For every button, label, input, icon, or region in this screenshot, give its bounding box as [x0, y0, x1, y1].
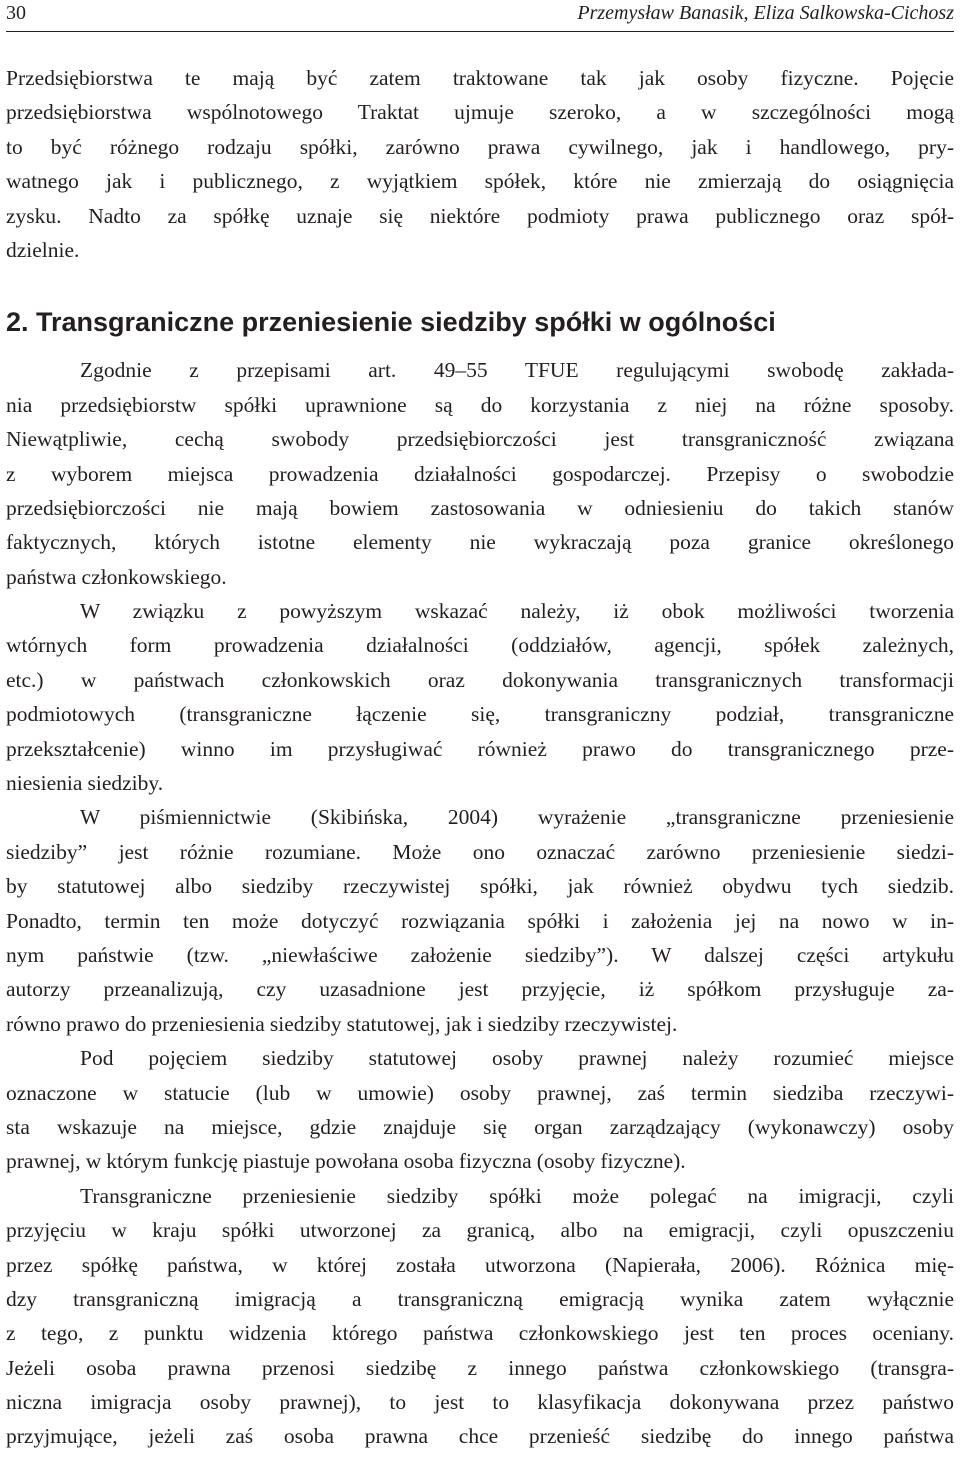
text-line: przez spółkę państwa, w której została utworzona (Napierała, 2006). Różnica mię-	[6, 1252, 954, 1277]
text-line: nym państwie (tzw. „niewłaściwe założenie siedziby”). W dalszej części artykułu	[6, 942, 954, 967]
text-line: przyjmujące, jeżeli zaś osoba prawna chce przenieść siedzibę do innego państwa	[6, 1424, 954, 1449]
paragraph-1	[6, 353, 954, 594]
article-body	[6, 61, 954, 1454]
text-line: z tego, z punktu widzenia którego państwa członkowskiego jest ten proces oceniany.	[6, 1321, 954, 1346]
running-header-authors: Przemysław Banasik, Eliza Salkowska-Cichosz	[577, 2, 954, 24]
text-line: Zgodnie z przepisami art. 49–55 TFUE regulującymi swobodę zakłada-	[80, 358, 954, 383]
text-line: przedsiębiorstwa wspólnotowego Traktat ujmuje szeroko, a w szczególności mogą	[6, 100, 954, 125]
text-line: Ponadto, termin ten może dotyczyć rozwiązania spółki i założenia jej na nowo w in-	[6, 908, 954, 933]
text-line: W związku z powyższym wskazać należy, iż obok możliwości tworzenia	[80, 599, 954, 624]
text-line: watnego jak i publicznego, z wyjątkiem spółek, które nie zmierzają do osiągnięcia	[6, 169, 954, 194]
text-line: etc.) w państwach członkowskich oraz dokonywania transgranicznych transformacji	[6, 667, 954, 692]
text-line: przedsiębiorczości nie mają bowiem zastosowania w odniesieniu do takich stanów	[6, 495, 954, 520]
text-line: Przedsiębiorstwa te mają być zatem traktowane tak jak osoby fizyczne. Pojęcie	[6, 66, 954, 90]
text-line: podmiotowych (transgraniczne łączenie się, transgraniczny podział, transgraniczne	[6, 702, 954, 727]
text-line: wtórnych form prowadzenia działalności (oddziałów, agencji, spółek zależnych,	[6, 633, 954, 658]
running-header	[6, 0, 954, 27]
text-line: państwa członkowskiego.	[6, 564, 227, 589]
text-line: nia przedsiębiorstw spółki uprawnione są do korzystania z niej na różne sposoby.	[6, 392, 954, 417]
text-line: W piśmiennictwie (Skibińska, 2004) wyrażenie „transgraniczne przeniesienie	[80, 805, 954, 830]
text-line: faktycznych, których istotne elementy nie wykraczają poza granice określonego	[6, 530, 954, 555]
text-line: to być różnego rodzaju spółki, zarówno prawa cywilnego, jak i handlowego, pry-	[6, 134, 954, 159]
text-line: Niewątpliwie, cechą swobody przedsiębiorczości jest transgraniczność związana	[6, 427, 954, 452]
text-line: przekształcenie) winno im przysługiwać również prawo do transgranicznego prze-	[6, 736, 954, 761]
text-line: Jeżeli osoba prawna przenosi siedzibę z innego państwa członkowskiego (transgra-	[6, 1355, 954, 1380]
intro-paragraph	[6, 61, 954, 267]
text-line: przyjęciu w kraju spółki utworzonej za granicą, albo na emigracji, czyli opuszczeniu	[6, 1218, 954, 1243]
text-line: dzy transgraniczną imigracją a transgraniczną emigracją wynika zatem wyłącznie	[6, 1286, 954, 1311]
text-line: zysku. Nadto za spółkę uznaje się niektóre podmioty prawa publicznego oraz spół-	[6, 203, 954, 228]
text-line: oznaczone w statucie (lub w umowie) osoby prawnej, zaś termin siedziba rzeczywi-	[6, 1080, 954, 1105]
text-line: autorzy przeanalizują, czy uzasadnione jest przyjęcie, iż spółkom przysługuje za-	[6, 977, 954, 1002]
text-line: Transgraniczne przeniesienie siedziby spółki może polegać na imigracji, czyli	[80, 1183, 954, 1208]
text-line: z wyborem miejsca prowadzenia działalności gospodarczej. Przepisy o swobodzie	[6, 461, 954, 486]
text-line: równo prawo do przeniesienia siedziby statutowej, jak i siedziby rzeczywistej.	[6, 1011, 678, 1036]
text-line: niesienia siedziby.	[6, 771, 164, 796]
page-number: 30	[6, 2, 26, 24]
text-line: dzielnie.	[6, 237, 80, 262]
paragraph-2	[6, 594, 954, 800]
text-line: by statutowej albo siedziby rzeczywistej spółki, jak również obydwu tych siedzib.	[6, 874, 954, 899]
text-line: prawnej, w którym funkcję piastuje powołana osoba fizyczna (osoby fizyczne).	[6, 1149, 686, 1174]
text-line: sta wskazuje na miejsce, gdzie znajduje się organ zarządzający (wykonawczy) osoby	[6, 1114, 954, 1139]
header-rule	[6, 31, 954, 32]
text-line: niczna imigracja osoby prawnej), to jest to klasyfikacja dokonywana przez państwo	[6, 1390, 954, 1415]
section-heading: 2. Transgraniczne przeniesienie siedziby spółki w ogólności	[6, 307, 776, 338]
paragraph-5	[6, 1179, 954, 1454]
paragraph-3	[6, 800, 954, 1041]
text-line: siedziby” jest różnie rozumiane. Może ono oznaczać zarówno przeniesienie siedzi-	[6, 839, 954, 864]
text-line: Pod pojęciem siedziby statutowej osoby prawnej należy rozumieć miejsce	[80, 1046, 954, 1071]
paragraph-4	[6, 1041, 954, 1179]
